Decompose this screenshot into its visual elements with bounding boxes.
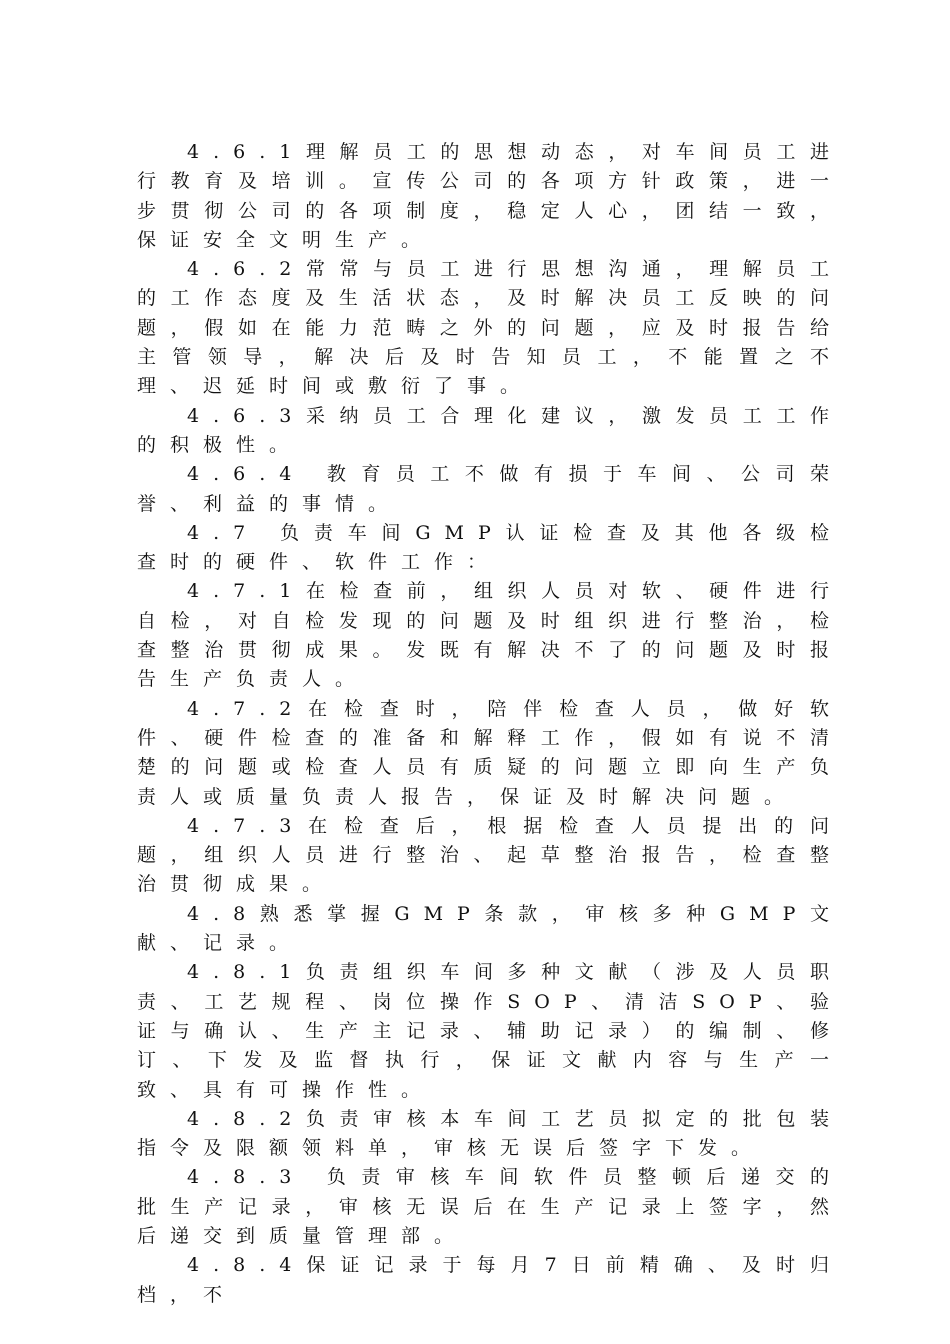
document-body [137, 138, 843, 1310]
paragraph-4-6-1: 4.6.1理解员工的思想动态，对车间员工进行教育及培训。宣传公司的各项方针政策，进一步贯彻公司的各项制度，稳定人心，团结一致，保证安全文明生产。 [137, 141, 843, 251]
paragraph-4-8-2: 4.8.2负责审核本车间工艺员拟定的批包装指令及限额领料单，审核无误后签字下发。 [137, 1107, 843, 1160]
paragraph-4-8-4: 4.8.4保证记录于每月7日前精确、及时归档，不 [137, 1254, 843, 1306]
paragraph-4-7: 4.7 负责车间GMP认证检查及其他各级检查时的硬件、软件工作： [137, 521, 843, 574]
paragraph-4-8: 4.8熟悉掌握GMP条款，审核多种GMP文献、记录。 [137, 902, 843, 955]
paragraph-4-8-3: 4.8.3 负责审核车间软件员整顿后递交的批生产记录，审核无误后在生产记录上签字，然后递交到质量管理部。 [137, 1166, 843, 1247]
paragraph-4-6-3: 4.6.3采纳员工合理化建议，激发员工工作的积极性。 [137, 404, 843, 456]
paragraph-4-6-2: 4.6.2常常与员工进行思想沟通，理解员工的工作态度及生活状态，及时解决员工反映的问题，假如在能力范畴之外的问题，应及时报告给主管领导，解决后及时告知员工，不能置之不理、迟延时间或敷衍了事。 [137, 258, 843, 398]
paragraph-4-7-1: 4.7.1在检查前，组织人员对软、硬件进行自检，对自检发现的问题及时组织进行整治，检查整治贯彻成果。发既有解决不了的问题及时报告生产负责人。 [137, 580, 843, 691]
paragraph-4-6-4: 4.6.4 教育员工不做有损于车间、公司荣誉、利益的事情。 [137, 463, 843, 515]
paragraph-4-7-3: 4.7.3在检查后，根据检查人员提出的问题，组织人员进行整治、起草整治报告，检查整治贯彻成果。 [137, 814, 843, 896]
paragraph-4-8-1: 4.8.1负责组织车间多种文献（涉及人员职责、工艺规程、岗位操作SOP、清洁SOP、验证与确认、生产主记录、辅助记录）的编制、修订、下发及监督执行，保证文献内容与生产一致、具有可操作性。 [137, 961, 843, 1101]
paragraph-4-7-2: 4.7.2在检查时，陪伴检查人员，做好软件、硬件检查的准备和解释工作，假如有说不清楚的问题或检查人员有质疑的问题立即向生产负责人或质量负责人报告，保证及时解决问题。 [137, 697, 843, 808]
